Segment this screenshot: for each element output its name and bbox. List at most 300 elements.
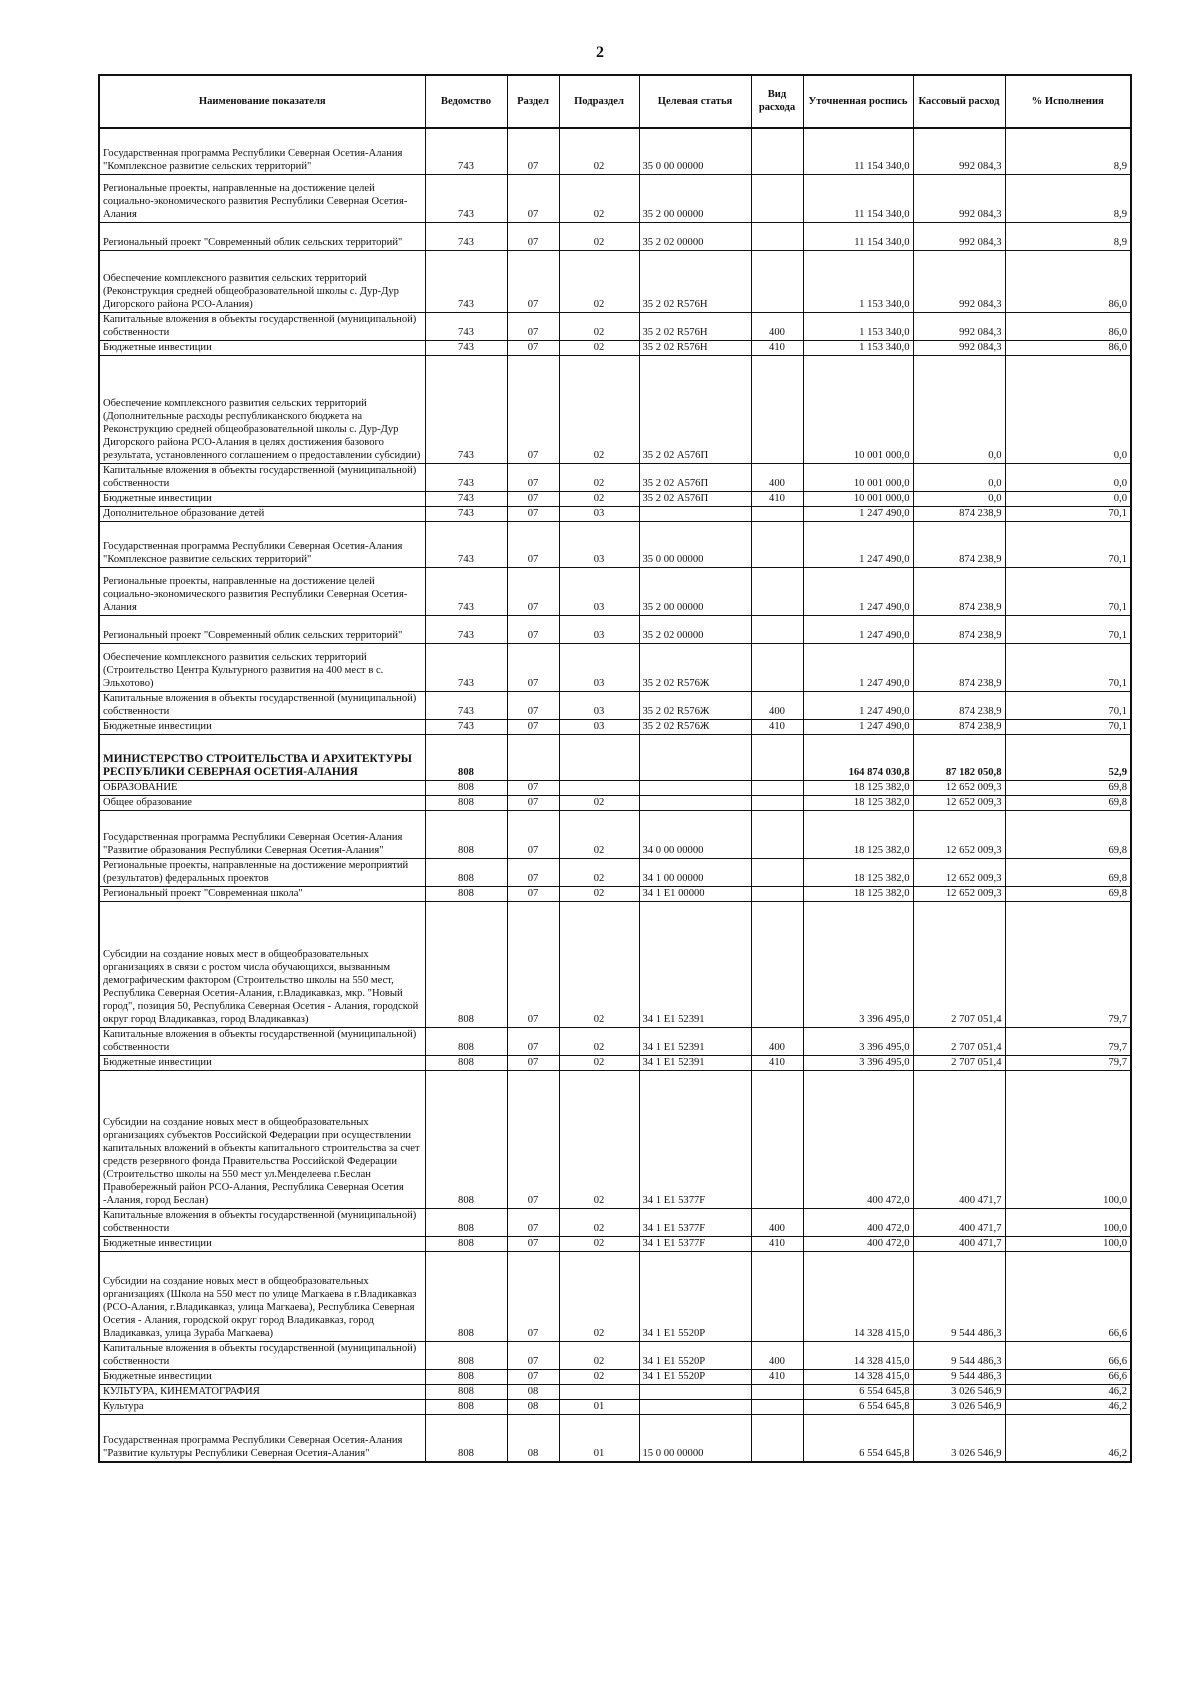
cell-cash-expense: 87 182 050,8 [913, 734, 1005, 780]
cell-vedomstvo: 808 [425, 1070, 507, 1208]
cell-name: Капитальные вложения в объекты государственной (муниципальной) собственности [99, 312, 425, 340]
cell-podrazdel [559, 780, 639, 795]
cell-execution-percent: 69,8 [1005, 810, 1131, 858]
cell-target-article: 35 2 02 А576П [639, 491, 751, 506]
cell-expense-type: 410 [751, 1369, 803, 1384]
cell-cash-expense: 3 026 546,9 [913, 1414, 1005, 1462]
cell-target-article: 34 1 Е1 5377F [639, 1236, 751, 1251]
header-adjusted-plan: Уточненная роспись [803, 75, 913, 128]
cell-podrazdel: 03 [559, 719, 639, 734]
cell-target-article: 34 1 Е1 5377F [639, 1208, 751, 1236]
cell-name: Государственная программа Республики Северная Осетия-Алания "Развитие культуры Республики Северная Осетия-Алания" [99, 1414, 425, 1462]
cell-razdel: 07 [507, 521, 559, 567]
cell-target-article: 35 2 02 А576П [639, 463, 751, 491]
cell-name: МИНИСТЕРСТВО СТРОИТЕЛЬСТВА И АРХИТЕКТУРЫ РЕСПУБЛИКИ СЕВЕРНАЯ ОСЕТИЯ-АЛАНИЯ [99, 734, 425, 780]
cell-cash-expense: 400 471,7 [913, 1208, 1005, 1236]
cell-name: Бюджетные инвестиции [99, 719, 425, 734]
table-row [99, 567, 1131, 615]
cell-target-article [639, 1399, 751, 1414]
cell-cash-expense: 12 652 009,3 [913, 810, 1005, 858]
table-row [99, 858, 1131, 886]
cell-vedomstvo: 743 [425, 250, 507, 312]
cell-podrazdel: 02 [559, 858, 639, 886]
cell-expense-type [751, 567, 803, 615]
cell-name: Обеспечение комплексного развития сельских территорий (Дополнительные расходы республиканского бюджета на Реконструкцию средней общеобразовательной школы с. Дур-Дур Дигорского района РСО-Алания в целях достижения базового результата, установленного соглашением о предоставлении субсидии) [99, 355, 425, 463]
cell-execution-percent: 0,0 [1005, 355, 1131, 463]
cell-cash-expense: 874 238,9 [913, 506, 1005, 521]
cell-vedomstvo: 808 [425, 1055, 507, 1070]
table-row [99, 1027, 1131, 1055]
header-execution-percent: % Исполнения [1005, 75, 1131, 128]
table-row [99, 901, 1131, 1027]
cell-execution-percent: 70,1 [1005, 719, 1131, 734]
cell-vedomstvo: 743 [425, 222, 507, 250]
cell-razdel: 07 [507, 810, 559, 858]
cell-adjusted-plan: 14 328 415,0 [803, 1369, 913, 1384]
cell-name: Обеспечение комплексного развития сельских территорий (Реконструкция средней общеобразовательной школы с. Дур-Дур Дигорского района РСО-Алания) [99, 250, 425, 312]
cell-target-article: 34 1 00 00000 [639, 858, 751, 886]
table-row [99, 1384, 1131, 1399]
cell-expense-type: 410 [751, 1055, 803, 1070]
cell-expense-type [751, 1384, 803, 1399]
cell-razdel: 07 [507, 615, 559, 643]
table-row [99, 521, 1131, 567]
cell-vedomstvo: 808 [425, 1384, 507, 1399]
header-vedomstvo: Ведомство [425, 75, 507, 128]
cell-podrazdel: 02 [559, 1070, 639, 1208]
cell-podrazdel: 03 [559, 691, 639, 719]
cell-cash-expense: 3 026 546,9 [913, 1399, 1005, 1414]
cell-vedomstvo: 808 [425, 810, 507, 858]
cell-execution-percent: 46,2 [1005, 1414, 1131, 1462]
cell-adjusted-plan: 18 125 382,0 [803, 886, 913, 901]
cell-razdel: 07 [507, 643, 559, 691]
cell-execution-percent: 69,8 [1005, 886, 1131, 901]
cell-razdel: 07 [507, 1027, 559, 1055]
cell-razdel: 07 [507, 901, 559, 1027]
cell-cash-expense: 992 084,3 [913, 340, 1005, 355]
cell-adjusted-plan: 6 554 645,8 [803, 1414, 913, 1462]
cell-expense-type [751, 615, 803, 643]
cell-target-article [639, 506, 751, 521]
cell-expense-type [751, 1414, 803, 1462]
cell-name: Субсидии на создание новых мест в общеобразовательных организациях в связи с ростом числа обучающихся, вызванным демографическим фактором (Строительство школы на 550 мест, Республика Северная Осетия-Алания, г.Владикавказ, мкр. "Новый город", позиция 50, Республика Северная Осетия - Алания, городской округ город Владикавказ, город Владикавказ) [99, 901, 425, 1027]
cell-adjusted-plan: 1 153 340,0 [803, 340, 913, 355]
cell-razdel: 07 [507, 780, 559, 795]
table-row [99, 222, 1131, 250]
cell-target-article: 35 2 02 R576Н [639, 250, 751, 312]
cell-expense-type [751, 174, 803, 222]
cell-podrazdel: 03 [559, 567, 639, 615]
cell-cash-expense: 874 238,9 [913, 719, 1005, 734]
cell-adjusted-plan: 1 247 490,0 [803, 521, 913, 567]
cell-name: Капитальные вложения в объекты государственной (муниципальной) собственности [99, 1027, 425, 1055]
cell-vedomstvo: 808 [425, 780, 507, 795]
cell-podrazdel: 02 [559, 810, 639, 858]
cell-vedomstvo: 743 [425, 643, 507, 691]
cell-adjusted-plan: 10 001 000,0 [803, 463, 913, 491]
cell-execution-percent: 69,8 [1005, 780, 1131, 795]
cell-cash-expense: 874 238,9 [913, 521, 1005, 567]
cell-execution-percent: 8,9 [1005, 222, 1131, 250]
cell-podrazdel: 02 [559, 1208, 639, 1236]
cell-expense-type [751, 810, 803, 858]
cell-target-article: 35 2 00 00000 [639, 174, 751, 222]
cell-podrazdel: 02 [559, 174, 639, 222]
cell-podrazdel: 02 [559, 491, 639, 506]
cell-execution-percent: 100,0 [1005, 1208, 1131, 1236]
cell-razdel: 07 [507, 128, 559, 174]
cell-name: Культура [99, 1399, 425, 1414]
cell-target-article: 34 0 00 00000 [639, 810, 751, 858]
cell-target-article [639, 795, 751, 810]
cell-vedomstvo: 743 [425, 463, 507, 491]
cell-cash-expense: 874 238,9 [913, 567, 1005, 615]
cell-expense-type [751, 222, 803, 250]
cell-vedomstvo: 743 [425, 719, 507, 734]
cell-razdel: 08 [507, 1414, 559, 1462]
cell-adjusted-plan: 14 328 415,0 [803, 1251, 913, 1341]
header-target-article: Целевая статья [639, 75, 751, 128]
cell-podrazdel: 02 [559, 222, 639, 250]
cell-expense-type [751, 506, 803, 521]
cell-execution-percent: 79,7 [1005, 901, 1131, 1027]
cell-name: Бюджетные инвестиции [99, 491, 425, 506]
cell-target-article: 15 0 00 00000 [639, 1414, 751, 1462]
cell-execution-percent: 70,1 [1005, 643, 1131, 691]
cell-vedomstvo: 743 [425, 491, 507, 506]
table-header-row [99, 75, 1131, 128]
cell-expense-type [751, 901, 803, 1027]
cell-expense-type: 410 [751, 719, 803, 734]
cell-expense-type [751, 1251, 803, 1341]
cell-name: Обеспечение комплексного развития сельских территорий (Строительство Центра Культурного развития на 400 мест в с. Эльхотово) [99, 643, 425, 691]
cell-name: Государственная программа Республики Северная Осетия-Алания "Развитие образования Республики Северная Осетия-Алания" [99, 810, 425, 858]
cell-expense-type [751, 521, 803, 567]
cell-vedomstvo: 808 [425, 1251, 507, 1341]
cell-execution-percent: 46,2 [1005, 1399, 1131, 1414]
cell-expense-type [751, 734, 803, 780]
cell-vedomstvo: 808 [425, 1414, 507, 1462]
cell-target-article: 34 1 Е1 52391 [639, 1027, 751, 1055]
cell-adjusted-plan: 1 247 490,0 [803, 643, 913, 691]
table-row [99, 1399, 1131, 1414]
cell-target-article: 34 1 Е1 52391 [639, 1055, 751, 1070]
cell-name: Общее образование [99, 795, 425, 810]
table-row [99, 734, 1131, 780]
table-row [99, 491, 1131, 506]
budget-execution-table [98, 74, 1132, 1463]
cell-execution-percent: 8,9 [1005, 174, 1131, 222]
cell-podrazdel: 03 [559, 506, 639, 521]
cell-vedomstvo: 743 [425, 691, 507, 719]
cell-cash-expense: 874 238,9 [913, 643, 1005, 691]
cell-target-article: 35 2 02 R576Ж [639, 691, 751, 719]
cell-podrazdel: 02 [559, 901, 639, 1027]
cell-target-article: 35 2 02 00000 [639, 222, 751, 250]
cell-razdel: 07 [507, 250, 559, 312]
table-row [99, 1070, 1131, 1208]
cell-vedomstvo: 808 [425, 901, 507, 1027]
cell-expense-type: 400 [751, 1027, 803, 1055]
cell-cash-expense: 0,0 [913, 463, 1005, 491]
cell-podrazdel: 02 [559, 1236, 639, 1251]
cell-execution-percent: 69,8 [1005, 795, 1131, 810]
cell-name: Субсидии на создание новых мест в общеобразовательных организациях субъектов Российской Федерации при осуществлении капитальных вложений в объекты капитального строительства за счет средств резервного фонда Правительства Российской Федерации (Строительство школы на 550 мест ул.Менделеева г.Беслан Правобережный район РСО-Алания, Республика Северная Осетия -Алания, город Беслан) [99, 1070, 425, 1208]
cell-name: Государственная программа Республики Северная Осетия-Алания "Комплексное развитие сельских территорий" [99, 521, 425, 567]
cell-name: Дополнительное образование детей [99, 506, 425, 521]
cell-vedomstvo: 808 [425, 1369, 507, 1384]
cell-podrazdel: 02 [559, 1369, 639, 1384]
table-row [99, 810, 1131, 858]
cell-podrazdel: 01 [559, 1399, 639, 1414]
cell-cash-expense: 874 238,9 [913, 691, 1005, 719]
cell-razdel: 07 [507, 886, 559, 901]
cell-target-article: 35 2 02 А576П [639, 355, 751, 463]
cell-razdel: 07 [507, 506, 559, 521]
cell-name: Бюджетные инвестиции [99, 1236, 425, 1251]
cell-cash-expense: 400 471,7 [913, 1236, 1005, 1251]
cell-adjusted-plan: 18 125 382,0 [803, 810, 913, 858]
cell-adjusted-plan: 1 153 340,0 [803, 250, 913, 312]
cell-execution-percent: 70,1 [1005, 691, 1131, 719]
cell-podrazdel: 02 [559, 355, 639, 463]
cell-adjusted-plan: 1 153 340,0 [803, 312, 913, 340]
cell-podrazdel: 02 [559, 1055, 639, 1070]
cell-execution-percent: 70,1 [1005, 521, 1131, 567]
cell-target-article: 34 1 Е1 52391 [639, 901, 751, 1027]
cell-razdel: 07 [507, 858, 559, 886]
cell-vedomstvo: 808 [425, 858, 507, 886]
cell-name: ОБРАЗОВАНИЕ [99, 780, 425, 795]
cell-podrazdel: 02 [559, 312, 639, 340]
cell-adjusted-plan: 11 154 340,0 [803, 128, 913, 174]
cell-adjusted-plan: 3 396 495,0 [803, 1027, 913, 1055]
cell-execution-percent: 86,0 [1005, 250, 1131, 312]
cell-podrazdel: 02 [559, 250, 639, 312]
cell-target-article: 35 2 02 00000 [639, 615, 751, 643]
table-row [99, 719, 1131, 734]
cell-podrazdel: 02 [559, 1027, 639, 1055]
cell-cash-expense: 2 707 051,4 [913, 901, 1005, 1027]
cell-expense-type [751, 780, 803, 795]
cell-adjusted-plan: 3 396 495,0 [803, 1055, 913, 1070]
cell-adjusted-plan: 18 125 382,0 [803, 780, 913, 795]
header-name: Наименование показателя [99, 75, 425, 128]
cell-name: Государственная программа Республики Северная Осетия-Алания "Комплексное развитие сельских территорий" [99, 128, 425, 174]
cell-podrazdel: 02 [559, 886, 639, 901]
cell-razdel: 07 [507, 691, 559, 719]
cell-adjusted-plan: 18 125 382,0 [803, 858, 913, 886]
cell-target-article: 35 0 00 00000 [639, 521, 751, 567]
cell-name: Региональные проекты, направленные на достижение целей социально-экономического развития Республики Северная Осетия-Алания [99, 174, 425, 222]
cell-execution-percent: 70,1 [1005, 567, 1131, 615]
cell-expense-type [751, 1399, 803, 1414]
table-row [99, 250, 1131, 312]
table-row [99, 312, 1131, 340]
cell-target-article: 35 2 02 R576Ж [639, 643, 751, 691]
cell-execution-percent: 66,6 [1005, 1341, 1131, 1369]
cell-execution-percent: 79,7 [1005, 1055, 1131, 1070]
cell-expense-type [751, 128, 803, 174]
cell-target-article: 35 0 00 00000 [639, 128, 751, 174]
table-row [99, 128, 1131, 174]
cell-vedomstvo: 808 [425, 734, 507, 780]
cell-vedomstvo: 743 [425, 567, 507, 615]
cell-razdel: 07 [507, 355, 559, 463]
cell-name: Бюджетные инвестиции [99, 1369, 425, 1384]
cell-cash-expense: 400 471,7 [913, 1070, 1005, 1208]
cell-razdel: 07 [507, 491, 559, 506]
cell-vedomstvo: 743 [425, 521, 507, 567]
cell-adjusted-plan: 400 472,0 [803, 1208, 913, 1236]
cell-cash-expense: 3 026 546,9 [913, 1384, 1005, 1399]
cell-execution-percent: 52,9 [1005, 734, 1131, 780]
cell-expense-type [751, 1070, 803, 1208]
table-row [99, 1251, 1131, 1341]
cell-podrazdel: 01 [559, 1414, 639, 1462]
cell-vedomstvo: 808 [425, 1027, 507, 1055]
cell-cash-expense: 0,0 [913, 491, 1005, 506]
cell-name: Субсидии на создание новых мест в общеобразовательных организациях (Школа на 550 мест по улице Магкаева в г.Владикавказ (РСО-Алания, г.Владикавказ, улица Магкаева), Республика Северная Осетия - Алания, городской округ город Владикавказ, город Владикавказ, улица Зураба Магкаева) [99, 1251, 425, 1341]
cell-vedomstvo: 743 [425, 506, 507, 521]
cell-vedomstvo: 808 [425, 1208, 507, 1236]
cell-cash-expense: 12 652 009,3 [913, 886, 1005, 901]
table-row [99, 355, 1131, 463]
cell-execution-percent: 66,6 [1005, 1251, 1131, 1341]
cell-adjusted-plan: 400 472,0 [803, 1236, 913, 1251]
cell-expense-type: 400 [751, 312, 803, 340]
page-number: 2 [596, 44, 604, 61]
header-podrazdel: Подраздел [559, 75, 639, 128]
cell-razdel: 07 [507, 1236, 559, 1251]
cell-cash-expense: 992 084,3 [913, 250, 1005, 312]
header-razdel: Раздел [507, 75, 559, 128]
cell-execution-percent: 86,0 [1005, 312, 1131, 340]
cell-podrazdel [559, 1384, 639, 1399]
cell-vedomstvo: 808 [425, 1341, 507, 1369]
table-row [99, 643, 1131, 691]
cell-vedomstvo: 743 [425, 128, 507, 174]
cell-target-article [639, 734, 751, 780]
cell-podrazdel: 02 [559, 1341, 639, 1369]
cell-name: Капитальные вложения в объекты государственной (муниципальной) собственности [99, 463, 425, 491]
cell-expense-type: 400 [751, 463, 803, 491]
cell-expense-type: 400 [751, 1208, 803, 1236]
cell-podrazdel: 02 [559, 340, 639, 355]
table-row [99, 691, 1131, 719]
cell-cash-expense: 0,0 [913, 355, 1005, 463]
table-row [99, 340, 1131, 355]
cell-cash-expense: 992 084,3 [913, 174, 1005, 222]
table-row [99, 886, 1131, 901]
cell-podrazdel: 02 [559, 1251, 639, 1341]
cell-target-article: 34 1 Е1 5520Р [639, 1369, 751, 1384]
cell-razdel: 07 [507, 1369, 559, 1384]
cell-cash-expense: 9 544 486,3 [913, 1369, 1005, 1384]
cell-cash-expense: 2 707 051,4 [913, 1027, 1005, 1055]
cell-razdel: 07 [507, 1070, 559, 1208]
cell-name: Региональные проекты, направленные на достижение мероприятий (результатов) федеральных проектов [99, 858, 425, 886]
cell-vedomstvo: 743 [425, 355, 507, 463]
cell-execution-percent: 8,9 [1005, 128, 1131, 174]
cell-target-article: 34 1 Е1 00000 [639, 886, 751, 901]
cell-name: Региональный проект "Современный облик сельских территорий" [99, 222, 425, 250]
cell-name: Региональные проекты, направленные на достижение целей социально-экономического развития Республики Северная Осетия-Алания [99, 567, 425, 615]
header-expense-type: Вид расхода [751, 75, 803, 128]
cell-expense-type [751, 886, 803, 901]
cell-name: Капитальные вложения в объекты государственной (муниципальной) собственности [99, 1208, 425, 1236]
cell-expense-type [751, 858, 803, 886]
cell-podrazdel: 03 [559, 615, 639, 643]
cell-cash-expense: 992 084,3 [913, 128, 1005, 174]
cell-adjusted-plan: 1 247 490,0 [803, 691, 913, 719]
cell-expense-type: 410 [751, 340, 803, 355]
cell-name: Бюджетные инвестиции [99, 340, 425, 355]
cell-adjusted-plan: 1 247 490,0 [803, 506, 913, 521]
cell-razdel: 07 [507, 1341, 559, 1369]
cell-razdel: 07 [507, 174, 559, 222]
cell-target-article: 34 1 Е1 5520Р [639, 1341, 751, 1369]
cell-podrazdel: 03 [559, 521, 639, 567]
cell-adjusted-plan: 6 554 645,8 [803, 1384, 913, 1399]
cell-cash-expense: 992 084,3 [913, 312, 1005, 340]
cell-expense-type: 400 [751, 691, 803, 719]
cell-expense-type [751, 795, 803, 810]
cell-target-article: 35 2 02 R576Ж [639, 719, 751, 734]
cell-target-article: 34 1 Е1 5520Р [639, 1251, 751, 1341]
table-row [99, 1369, 1131, 1384]
cell-cash-expense: 9 544 486,3 [913, 1251, 1005, 1341]
cell-expense-type [751, 355, 803, 463]
cell-adjusted-plan: 10 001 000,0 [803, 355, 913, 463]
cell-target-article [639, 780, 751, 795]
cell-target-article: 35 2 02 R576Н [639, 312, 751, 340]
table-row [99, 795, 1131, 810]
cell-adjusted-plan: 14 328 415,0 [803, 1341, 913, 1369]
cell-name: Бюджетные инвестиции [99, 1055, 425, 1070]
cell-name: Капитальные вложения в объекты государственной (муниципальной) собственности [99, 691, 425, 719]
cell-razdel: 07 [507, 795, 559, 810]
cell-razdel: 08 [507, 1399, 559, 1414]
cell-execution-percent: 79,7 [1005, 1027, 1131, 1055]
cell-adjusted-plan: 11 154 340,0 [803, 222, 913, 250]
cell-adjusted-plan: 10 001 000,0 [803, 491, 913, 506]
cell-razdel: 07 [507, 312, 559, 340]
cell-adjusted-plan: 164 874 030,8 [803, 734, 913, 780]
cell-execution-percent: 100,0 [1005, 1236, 1131, 1251]
cell-expense-type: 410 [751, 1236, 803, 1251]
cell-execution-percent: 46,2 [1005, 1384, 1131, 1399]
cell-razdel: 07 [507, 567, 559, 615]
cell-target-article: 35 2 02 R576Н [639, 340, 751, 355]
table-row [99, 1236, 1131, 1251]
table-row [99, 1055, 1131, 1070]
cell-expense-type [751, 250, 803, 312]
cell-cash-expense: 12 652 009,3 [913, 858, 1005, 886]
cell-razdel: 07 [507, 222, 559, 250]
cell-expense-type: 410 [751, 491, 803, 506]
cell-vedomstvo: 808 [425, 795, 507, 810]
cell-razdel: 07 [507, 463, 559, 491]
table-row [99, 463, 1131, 491]
cell-cash-expense: 12 652 009,3 [913, 795, 1005, 810]
cell-name: Региональный проект "Современная школа" [99, 886, 425, 901]
cell-razdel: 07 [507, 719, 559, 734]
cell-target-article [639, 1384, 751, 1399]
cell-adjusted-plan: 400 472,0 [803, 1070, 913, 1208]
cell-podrazdel: 02 [559, 463, 639, 491]
